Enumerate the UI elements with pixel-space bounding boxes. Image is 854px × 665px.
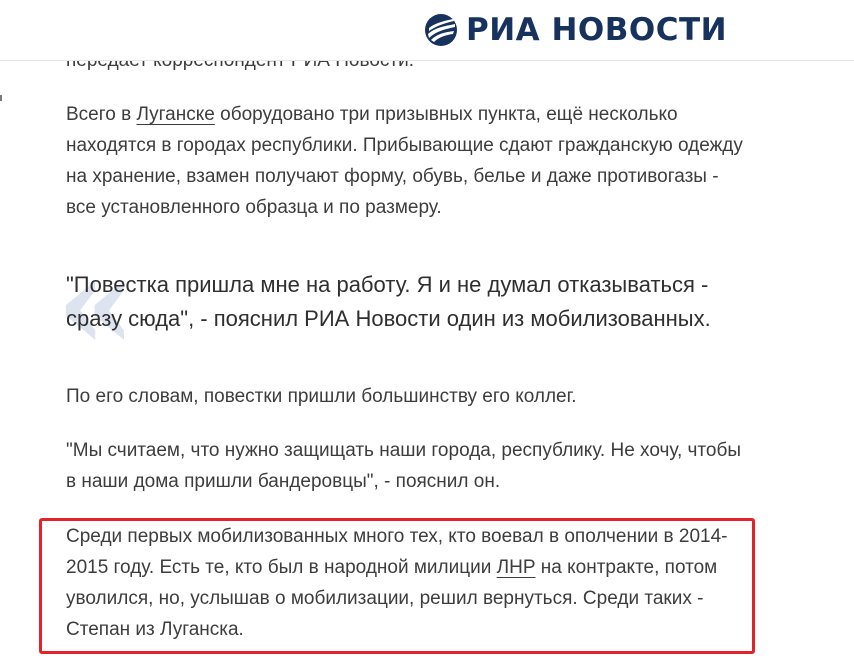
article-paragraph-3: "Мы считаем, что нужно защищать наши города, республику. Не хочу, чтобы в наши дома пришли бандеровцы", - пояснил он. [66, 440, 742, 492]
paragraph-text: оборудовано три призывных пункта, ещё несколько находятся в городах республики. Прибывающие сдают гражданскую одежду на хранение, взамен получают форму, обувь, белье и даже противогазы - все установленного образца и по размеру. [66, 104, 743, 218]
ria-globe-icon [424, 13, 458, 47]
edge-marker [0, 95, 2, 101]
paragraph-text: Всего в [66, 104, 137, 125]
paragraph-text: Среди первых мобилизованных много тех, кто воевал в ополчении в 2014-2015 году. Есть те, кто был в народной милиции [66, 526, 728, 578]
logo-text: РИА НОВОСТИ [466, 11, 728, 48]
article-paragraph-1 [66, 99, 746, 223]
site-logo[interactable] [424, 10, 727, 50]
highlight-annotation-box [39, 518, 755, 654]
link-lugansk[interactable]: Луганске [136, 104, 215, 125]
link-lnr[interactable]: ЛНР [496, 557, 536, 578]
quote-text: "Повестка пришла мне на работу. Я и не думал отказываться - сразу сюда", - пояснил РИА Новости один из мобилизованных. [66, 272, 711, 331]
article-paragraph-2: По его словам, повестки пришли большинству его коллег. [66, 386, 577, 407]
site-header [0, 0, 854, 61]
paragraph-text: на контракте, потом уволился, но, услышав о мобилизации, решил вернуться. Среди таких - Степан из Луганска. [66, 557, 718, 640]
quote-mark-icon: « [56, 229, 136, 379]
article-quote [56, 229, 746, 379]
